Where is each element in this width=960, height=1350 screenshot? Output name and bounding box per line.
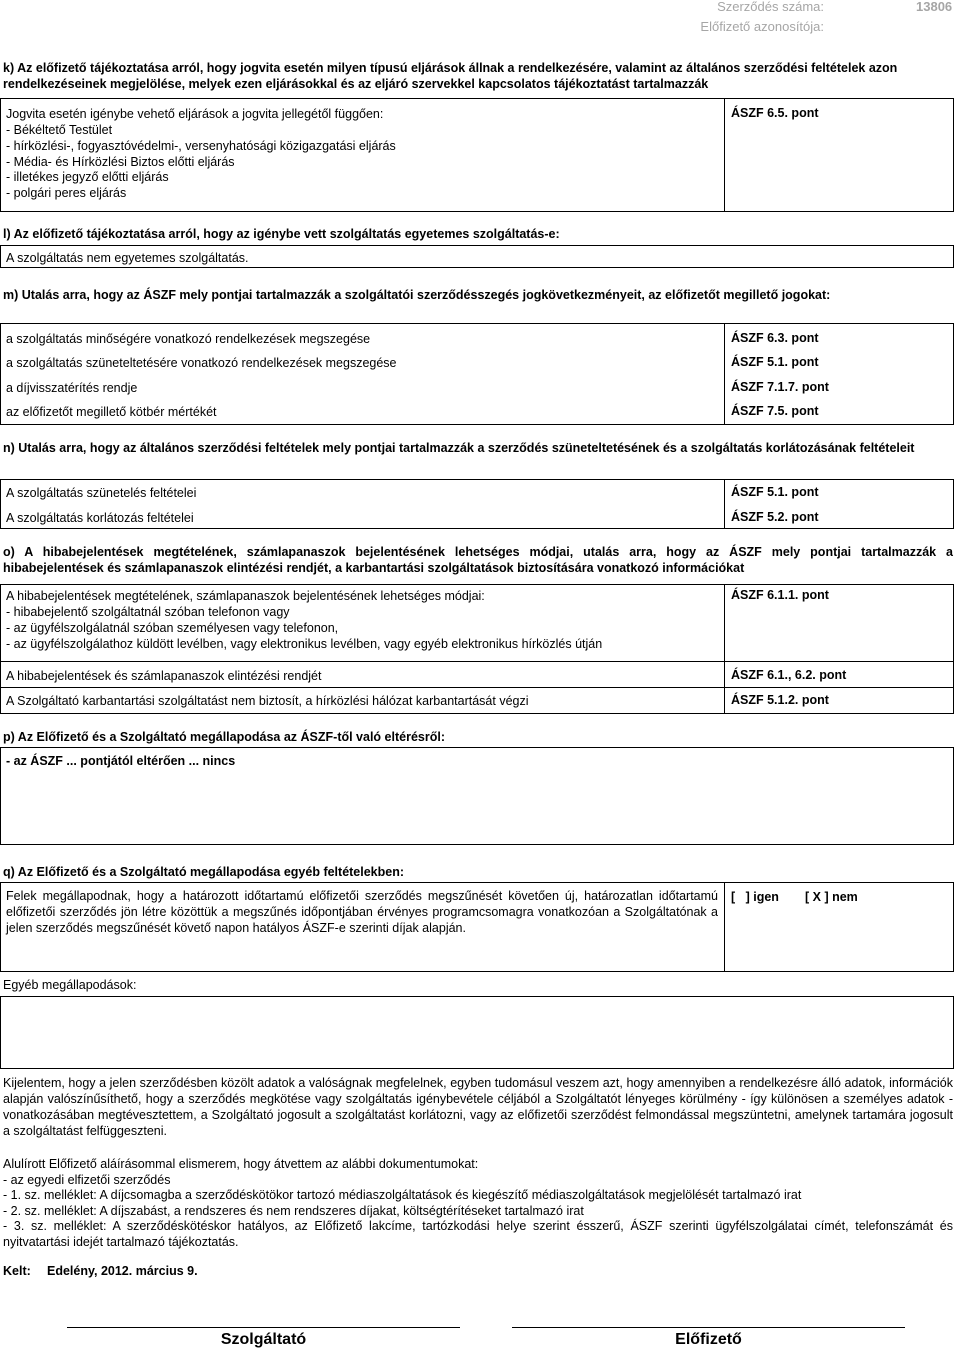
section-o-row-text: A Szolgáltató karbantartási szolgáltatást nem biztosít, a hírközlési hálózat karbantartását végzi — [6, 694, 529, 708]
section-p-value: - az ÁSZF ... pontjától eltérően ... nincs — [6, 754, 236, 768]
section-m-row-text: a díjvisszatérítés rendje — [6, 381, 138, 395]
section-k-line: - Média- és Hírközlési Biztos előtti eljárás — [6, 155, 235, 169]
section-q-option-no[interactable]: [ X ] nem — [805, 890, 858, 904]
section-o-line: - az ügyfélszolgálatnál szóban személyesen vagy telefonon, — [6, 621, 339, 635]
section-k-line: Jogvita esetén igénybe vehető eljárások a jogvita jellegétől függően: — [6, 107, 384, 121]
documents-item: - 2. sz. melléklet: A díjszabást, a rendszeres és nem rendszeres díjakat, költségtérítéseket tartalmazó irat — [3, 1204, 584, 1218]
documents-item: - 3. sz. melléklet: A szerződéskötéskor hatályos, az Előfizető lakcíme, tartózkodási helye szerint ésszerű, ÁSZF szerinti ügyfélszolgálatai címét, telefonszámát és nyitvatartási idejét tartalmazó tájékoztatás. — [3, 1219, 953, 1249]
section-n-row-text: A szolgáltatás szünetelés feltételei — [6, 486, 197, 500]
section-o-first-ref: ÁSZF 6.1.1. pont — [731, 588, 829, 602]
section-q-box — [0, 882, 954, 972]
contract-number-value: 13806 — [916, 0, 953, 14]
provider-signature-line — [67, 1327, 460, 1328]
subscriber-signature-line — [512, 1327, 905, 1328]
section-k-line: - hírközlési-, fogyasztóvédelmi-, versenyhatósági közigazgatási eljárás — [6, 139, 396, 153]
section-o-line: - az ügyfélszolgálathoz küldött levélben, vagy elektronikus levélben, vagy egyéb elektronikus hírközlés útján — [6, 637, 603, 651]
section-m-row-ref: ÁSZF 7.1.7. pont — [731, 380, 829, 394]
subscriber-signature-label: Előfizető — [675, 1331, 742, 1348]
section-m-table — [0, 323, 954, 425]
section-p-box — [0, 747, 954, 845]
section-o-row-ref: ÁSZF 6.1., 6.2. pont — [731, 668, 847, 682]
section-l-box — [0, 245, 954, 268]
section-m-row-text: a szolgáltatás minőségére vonatkozó rendelkezések megszegése — [6, 332, 371, 346]
section-m-title: m) Utalás arra, hogy az ÁSZF mely pontjai tartalmazzák a szolgáltatói szerződésszegés jogkövetkezményeit, az előfizetőt megillető jogokat: — [3, 288, 831, 302]
section-k-line: - illetékes jegyző előtti eljárás — [6, 170, 169, 184]
section-m-row-ref: ÁSZF 5.1. pont — [731, 355, 819, 369]
section-k-title: k) Az előfizető tájékoztatása arról, hogy jogvita esetén milyen típusú eljárások állnak a rendelkezésére, valamint az általános szerződési feltételek azon rendelkezéseinek megjelölése, melyek ezen eljárásokkal és az eljáró szervekkel kapcsolatos tájékoztatást tartalmazzák — [3, 61, 898, 91]
section-l-value: A szolgáltatás nem egyetemes szolgáltatás. — [6, 251, 249, 265]
section-n-table — [0, 479, 954, 529]
section-n-title: n) Utalás arra, hogy az általános szerződési feltételek mely pontjai tartalmazzák a szerződés szüneteltetésének és a szolgáltatás korlátozásának feltételeit — [3, 441, 915, 455]
place-date-value: Edelény, 2012. március 9. — [47, 1264, 198, 1278]
section-n-row-text: A szolgáltatás korlátozás feltételei — [6, 511, 194, 525]
contract-number-label: Szerződés száma: — [717, 0, 824, 14]
declaration-text: Kijelentem, hogy a jelen szerződésben közölt adatok a valóságnak megfelelnek, egyben tudomásul veszem azt, hogy amennyiben a rendelkezésre álló adatok, információk alapján valószínűsíthető, hogy a szerződés megkötése vagy szolgáltatás igénybevétele céljából a Szolgáltatót lényeges körülmény - így különösen a személyes adatok - vonatkozásában megtévesztettem, a Szolgáltató jogosult a szolgáltatást korlátozni, vagy az előfizetői szerződést felmondással megszüntetni, amelynek tartamára jogosult a szolgáltatást felfüggeszteni. — [3, 1076, 953, 1138]
section-o-line: A hibabejelentések megtételének, számlapanaszok bejelentésének lehetséges módjai: — [6, 589, 485, 603]
section-n-row-ref: ÁSZF 5.2. pont — [731, 510, 819, 524]
place-date-label: Kelt: — [3, 1264, 31, 1278]
section-l-title: l) Az előfizető tájékoztatása arról, hogy az igénybe vett szolgáltatás egyetemes szolgáltatás-e: — [3, 227, 560, 241]
section-k-line: - polgári peres eljárás — [6, 186, 127, 200]
subscriber-id-label: Előfizető azonosítója: — [700, 19, 824, 34]
section-o-title: o) A hibabejelentések megtételének, számlapanaszok bejelentésének lehetséges módjai, utalás arra, hogy az ÁSZF mely pontjai tartalmazzák a hibabejelentések és számlapanaszok elintézési rendjét, a karbantartási szolgáltatások biztosítására vonatkozó információkat — [3, 545, 953, 575]
other-agreements-label: Egyéb megállapodások: — [3, 978, 137, 992]
section-p-title: p) Az Előfizető és a Szolgáltató megállapodása az ÁSZF-től való eltérésről: — [3, 730, 445, 744]
section-q-text: Felek megállapodnak, hogy a határozott időtartamú előfizetői szerződés megszűnését követően új, határozatlan időtartamú előfizetői szerződés jön létre közöttük a megszűnés időpontjában érvényes programcsomagra vonatkozóan a Szolgáltatónak a jelen szerződés megszűnését követő napon hatályos ÁSZF-e szerinti díjak alapján. — [6, 889, 718, 935]
section-q-option-yes[interactable]: [ ] igen — [731, 890, 779, 904]
section-m-row-text: a szolgáltatás szüneteltetésére vonatkozó rendelkezések megszegése — [6, 356, 397, 370]
section-o-row-text: A hibabejelentések és számlapanaszok elintézési rendjét — [6, 669, 322, 683]
section-q-title: q) Az Előfizető és a Szolgáltató megállapodása egyéb feltételekben: — [3, 865, 405, 879]
other-agreements-box — [0, 996, 954, 1069]
documents-item: - az egyedi elfizetői szerződés — [3, 1173, 171, 1187]
section-k-reference: ÁSZF 6.5. pont — [731, 106, 819, 120]
section-o-row-ref: ÁSZF 5.1.2. pont — [731, 693, 829, 707]
section-m-row-ref: ÁSZF 7.5. pont — [731, 404, 819, 418]
section-k-line: - Békéltető Testület — [6, 123, 113, 137]
section-o-line: - hibabejelentő szolgáltatnál szóban telefonon vagy — [6, 605, 290, 619]
section-n-row-ref: ÁSZF 5.1. pont — [731, 485, 819, 499]
documents-item: - 1. sz. melléklet: A díjcsomagba a szerződéskötökor tartozó médiaszolgáltatások és kiegészítő médiaszolgáltatások megjelölését tartalmazó irat — [3, 1188, 802, 1202]
section-m-row-ref: ÁSZF 6.3. pont — [731, 331, 819, 345]
section-m-row-text: az előfizetőt megillető kötbér mértékét — [6, 405, 217, 419]
provider-signature-label: Szolgáltató — [220, 1331, 307, 1348]
documents-intro: Alulírott Előfizető aláírásommal elismerem, hogy átvettem az alábbi dokumentumokat: — [3, 1157, 479, 1171]
section-k-box — [0, 98, 954, 212]
section-o-table — [0, 584, 954, 714]
